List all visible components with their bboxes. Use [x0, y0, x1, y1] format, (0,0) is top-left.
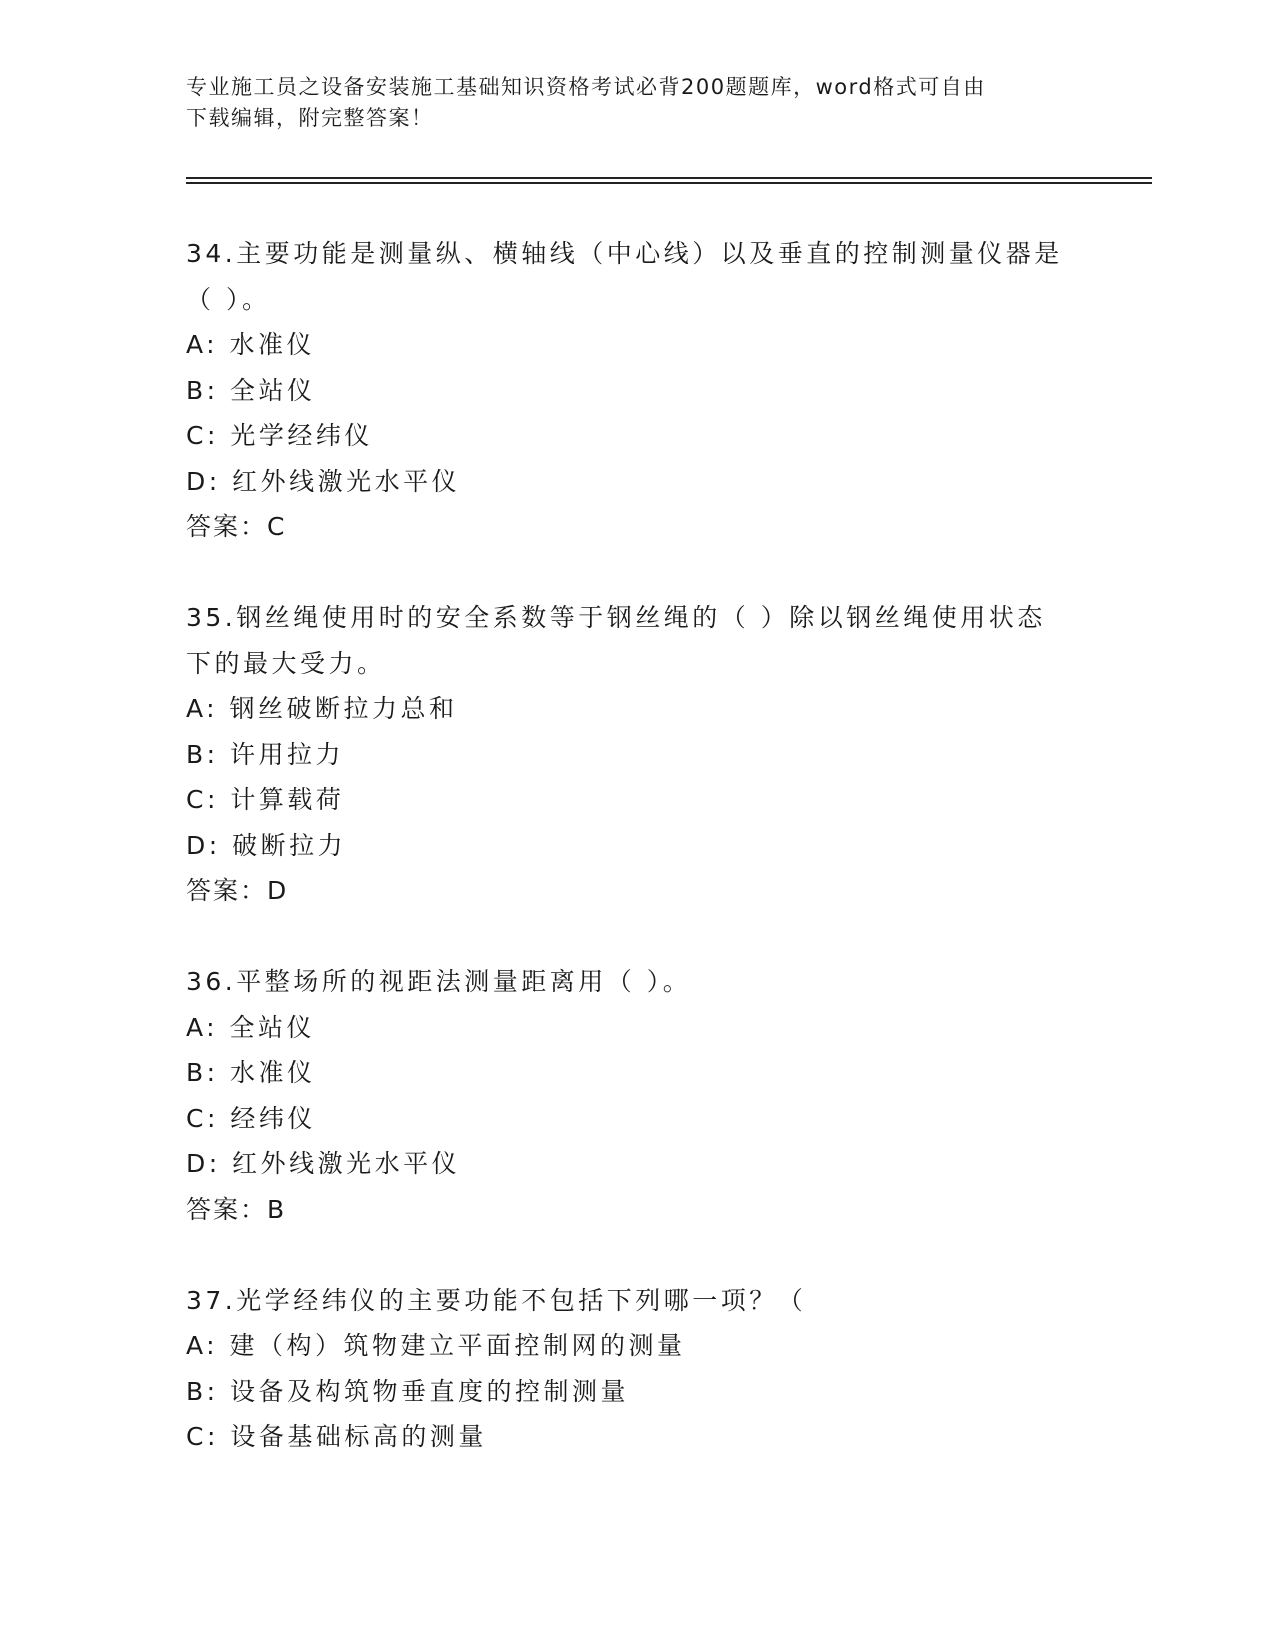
option-b: B: 全站仪	[186, 375, 316, 405]
header-line-1: 专业施工员之设备安装施工基础知识资格考试必背200题题库，word格式可自由	[186, 75, 986, 99]
option-a: A: 建（构）筑物建立平面控制网的测量	[186, 1331, 686, 1360]
option-c: C: 经纬仪	[186, 1103, 316, 1133]
header-divider-top	[186, 177, 1152, 179]
question-37	[186, 1278, 1086, 1460]
question-36	[186, 959, 1086, 1232]
answer-row	[186, 504, 1086, 550]
option-b: B: 许用拉力	[186, 739, 345, 769]
question-stem: 35.钢丝绳使用时的安全系数等于钢丝绳的（ ）除以钢丝绳使用状态	[186, 603, 1046, 632]
question-35	[186, 595, 1086, 914]
option-d: D: 破断拉力	[186, 830, 347, 860]
answer-label: 答案：	[186, 1194, 268, 1224]
question-stem: （ ）。	[186, 284, 271, 314]
option-a: A: 水准仪	[186, 330, 316, 359]
question-stem: 34.主要功能是测量纵、横轴线（中心线）以及垂直的控制测量仪器是	[186, 239, 1063, 268]
header-line-2: 下载编辑，附完整答案！	[186, 106, 434, 130]
option-d: D: 红外线激光水平仪	[186, 466, 461, 496]
question-list	[186, 231, 1086, 1460]
answer-value: D	[267, 876, 288, 905]
question-stem: 下的最大受力。	[186, 648, 386, 678]
header-divider-bottom	[186, 182, 1152, 184]
answer-label: 答案：	[186, 512, 268, 541]
answer-label: 答案：	[186, 876, 268, 905]
answer-row	[186, 1187, 1086, 1233]
question-stem: 37.光学经纬仪的主要功能不包括下列哪一项？（	[186, 1285, 807, 1315]
option-a: A: 全站仪	[186, 1012, 316, 1042]
answer-value: B	[267, 1194, 286, 1224]
option-c: C: 设备基础标高的测量	[186, 1422, 487, 1451]
option-b: B: 设备及构筑物垂直度的控制测量	[186, 1376, 630, 1406]
question-34	[186, 231, 1086, 550]
answer-value: C	[267, 512, 286, 541]
option-c: C: 光学经纬仪	[186, 421, 373, 450]
option-b: B: 水准仪	[186, 1058, 316, 1087]
option-c: C: 计算载荷	[186, 785, 345, 814]
option-d: D: 红外线激光水平仪	[186, 1149, 461, 1178]
question-stem: 36.平整场所的视距法测量距离用（ ）。	[186, 967, 692, 996]
document-header	[186, 72, 1066, 134]
answer-row	[186, 868, 1086, 914]
option-a: A: 钢丝破断拉力总和	[186, 694, 458, 723]
